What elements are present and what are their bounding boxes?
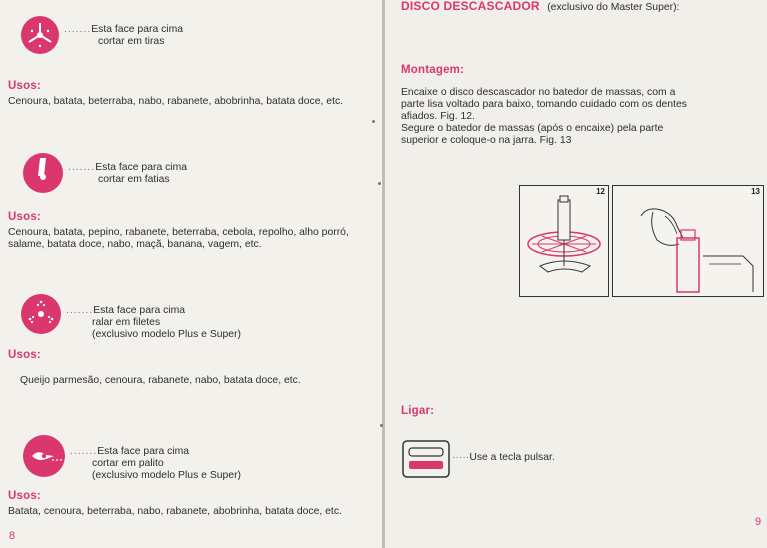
page-number-right: 9 [755,516,762,528]
figure-13-illustration [613,186,763,296]
disc-grate-icon [20,293,62,335]
section-1-caption: .......Esta face para cima cortar em tiras [64,24,184,47]
figure-12 [519,185,609,297]
left-page [0,0,383,548]
binding-dot [380,424,383,427]
pulse-button-icon [402,440,450,478]
montagem-line-4: Segure o batedor de massas (após o encaixe) pela parte [401,123,664,134]
section-2-caption-line1: Esta face para cima [95,162,188,173]
montagem-line-5: superior e coloque-o na jarra. Fig. 13 [401,135,572,146]
binding-dot [378,182,381,185]
binding-dot [372,120,375,123]
montagem-line-1: Encaixe o disco descascador no batedor de massas, com a [401,87,676,98]
section-4-caption-line3: (exclusivo modelo Plus e Super) [92,470,242,481]
section-4-usos-label: Usos: [8,490,41,502]
section-3-usos-label: Usos: [8,349,41,361]
top-heading-line [401,0,679,15]
section-1-caption-line2: cortar em tiras [98,36,165,47]
section-4-caption: .......Esta face para cima cortar em palito (exclusivo modelo Plus e Super) [70,446,242,481]
figure-13 [612,185,764,297]
section-4-usos-text: Batata, cenoura, beterraba, nabo, rabanete, abobrinha, batata doce, etc. [8,506,342,517]
section-2-usos-text: Cenoura, batata, pepino, rabanete, beterraba, cebola, repolho, alho porró, salame, batata doce, nabo, maçã, banana, vagem, etc. [8,227,349,250]
figure-12-label: 12 [596,187,605,196]
figure-12-illustration [520,186,608,296]
section-1-usos-text: Cenoura, batata, beterraba, nabo, rabanete, abobrinha, batata doce, etc. [8,96,344,107]
section-2-caption: .......Esta face para cima cortar em fatias [68,162,188,185]
disco-descascador-note: (exclusivo do Master Super): [547,2,680,13]
disco-descascador-heading: DISCO DESCASCADOR [401,0,540,13]
section-1-usos-label: Usos: [8,80,41,92]
ligar-text: Use a tecla pulsar. [469,452,555,463]
section-3-caption-line3: (exclusivo modelo Plus e Super) [92,329,242,340]
figure-13-label: 13 [751,187,760,196]
section-2-usos-label: Usos: [8,211,41,223]
section-3-caption-line2: ralar em filetes [92,317,161,328]
montagem-line-2: parte lisa voltado para baixo, tomando cuidado com os dentes [401,99,687,110]
section-3-caption-line1: Esta face para cima [93,305,186,316]
ligar-label: Ligar: [401,405,435,417]
montagem-line-3: afiados. Fig. 12. [401,111,475,122]
montagem-label: Montagem: [401,64,465,76]
section-1-caption-line1: Esta face para cima [91,24,184,35]
section-3-caption: .......Esta face para cima ralar em filetes (exclusivo modelo Plus e Super) [66,305,242,340]
page-number-left: 8 [9,530,16,542]
right-page [385,0,767,548]
section-3-usos-text: Queijo parmesão, cenoura, rabanete, nabo, batata doce, etc. [20,375,301,386]
montagem-text [401,87,761,147]
ligar-instruction: ·····Use a tecla pulsar. [452,452,555,463]
section-2-caption-line2: cortar em fatias [98,174,170,185]
disc-slices-icon [22,152,64,194]
section-4-caption-line2: cortar em palito [92,458,164,469]
disc-sticks-icon [22,434,66,478]
section-4-caption-line1: Esta face para cima [97,446,190,457]
disc-strips-icon [20,15,60,55]
